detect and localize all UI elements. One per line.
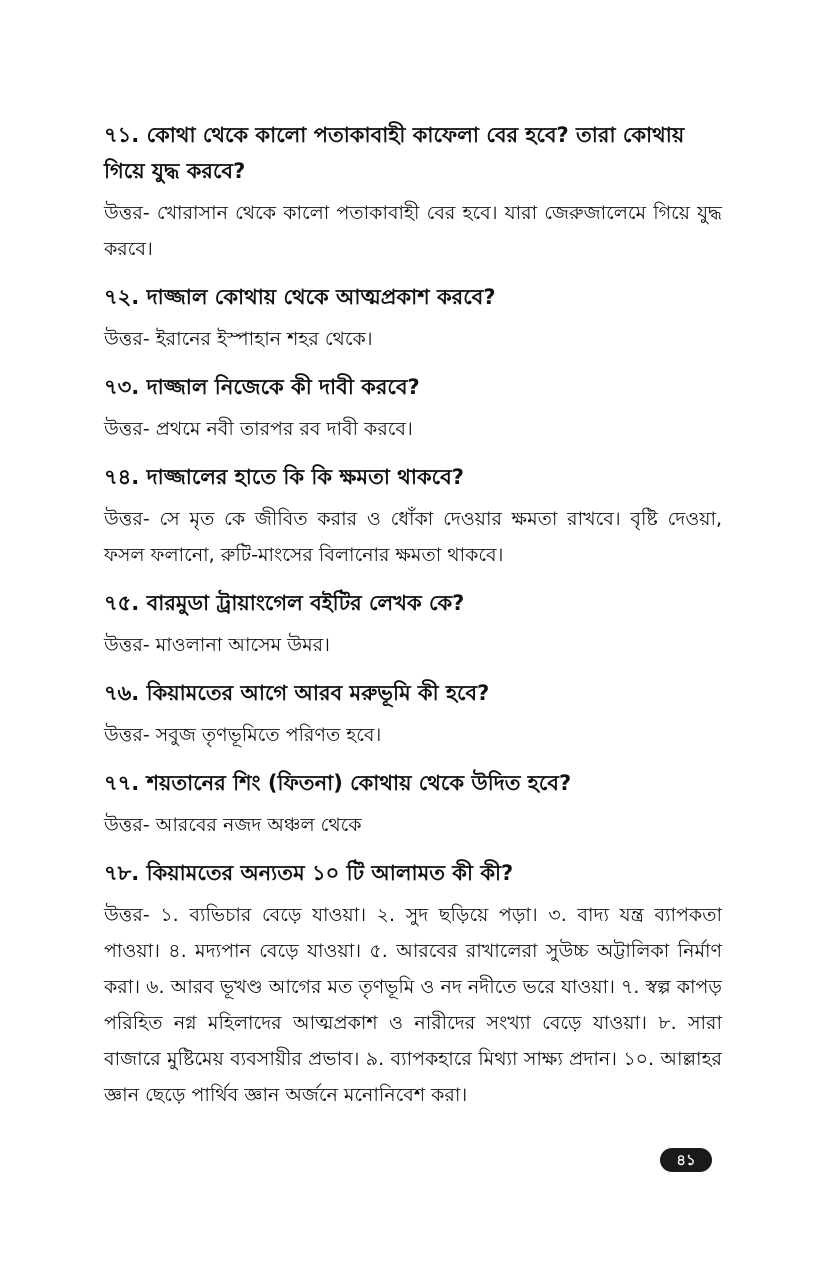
question-75: ৭৫. বারমুডা ট্রায়াংগেল বইটির লেখক কে?: [104, 591, 465, 615]
question-73: ৭৩. দাজ্জাল নিজেকে কী দাবী করবে?: [104, 375, 420, 399]
answer-75: উত্তর- মাওলানা আসেম উমর।: [104, 634, 330, 656]
qa-item-77: [104, 765, 722, 843]
qa-item-73: [104, 369, 722, 447]
question-72: ৭২. দাজ্জাল কোথায় থেকে আত্মপ্রকাশ করবে?: [104, 285, 496, 309]
qa-item-75: [104, 585, 722, 663]
qa-item-78: [104, 855, 722, 1113]
question-76: ৭৬. কিয়ামতের আগে আরব মরুভূমি কী হবে?: [104, 681, 490, 705]
page-number-badge: ৪১: [660, 1148, 712, 1172]
qa-item-72: [104, 279, 722, 357]
answer-73: উত্তর- প্রথমে নবী তারপর রব দাবী করবে।: [104, 418, 413, 440]
qa-item-71: [104, 117, 722, 267]
question-71: ৭১. কোথা থেকে কালো পতাকাবাহী কাফেলা বের হবে? তারা কোথায় গিয়ে যুদ্ধ করবে?: [104, 123, 685, 183]
qa-item-76: [104, 675, 722, 753]
answer-76: উত্তর- সবুজ তৃণভূমিতে পরিণত হবে।: [104, 724, 382, 746]
question-78: ৭৮. কিয়ামতের অন্যতম ১০ টি আলামত কী কী?: [104, 861, 514, 885]
answer-77: উত্তর- আরবের নজদ অঞ্চল থেকে: [104, 814, 362, 836]
question-77: ৭৭. শয়তানের শিং (ফিতনা) কোথায় থেকে উদিত হবে?: [104, 771, 572, 795]
page-content: [104, 117, 722, 1125]
answer-78: উত্তর- ১. ব্যভিচার বেড়ে যাওয়া। ২. সুদ ছড়িয়ে পড়া। ৩. বাদ্য যন্ত্র ব্যাপকতা পাওয়া। ৪. মদ্যপান বেড়ে যাওয়া। ৫. আরবের রাখালেরা সুউচ্চ অট্টালিকা নির্মাণ করা। ৬. আরব ভূখণ্ড আগের মত তৃণভূমি ও নদ নদীতে ভরে যাওয়া। ৭. স্বল্প কাপড় পরিহিত নগ্ন মহিলাদের আত্মপ্রকাশ ও নারীদের সংখ্যা বেড়ে যাওয়া। ৮. সারা বাজারে মুষ্টিমেয় ব্যবসায়ীর প্রভাব। ৯. ব্যাপকহারে মিথ্যা সাক্ষ্য প্রদান। ১০. আল্লাহর জ্ঞান ছেড়ে পার্থিব জ্ঞান অর্জনে মনোনিবেশ করা।: [104, 904, 722, 1106]
answer-72: উত্তর- ইরানের ইস্পাহান শহর থেকে।: [104, 328, 373, 350]
question-74: ৭৪. দাজ্জালের হাতে কি কি ক্ষমতা থাকবে?: [104, 465, 464, 489]
answer-74: উত্তর- সে মৃত কে জীবিত করার ও ধোঁকা দেওয়ার ক্ষমতা রাখবে। বৃষ্টি দেওয়া, ফসল ফলানো, রুটি-মাংসের বিলানোর ক্ষমতা থাকবে।: [104, 508, 722, 566]
answer-71: উত্তর- খোরাসান থেকে কালো পতাকাবাহী বের হবে। যারা জেরুজালেমে গিয়ে যুদ্ধ করবে।: [104, 202, 722, 260]
qa-item-74: [104, 459, 722, 573]
